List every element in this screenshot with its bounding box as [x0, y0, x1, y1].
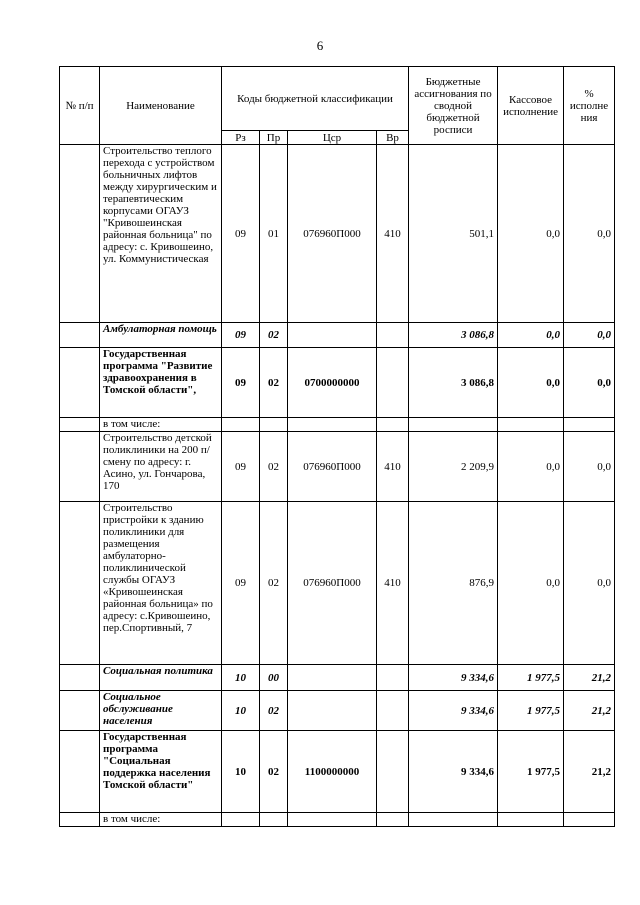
row-rz: 09	[222, 502, 260, 665]
row-pr: 02	[260, 348, 288, 418]
header-csr: Цср	[288, 131, 377, 145]
row-vr	[377, 731, 409, 813]
header-vr: Вр	[377, 131, 409, 145]
row-rz: 09	[222, 432, 260, 502]
row-csr: 076960П000	[288, 502, 377, 665]
row-assigned: 3 086,8	[409, 323, 498, 348]
table-row	[60, 418, 615, 432]
row-percent: 0,0	[564, 432, 615, 502]
row-vr	[377, 813, 409, 827]
row-vr	[377, 691, 409, 731]
row-assigned	[409, 418, 498, 432]
table-row	[60, 691, 615, 731]
row-cash	[498, 418, 564, 432]
row-cash: 0,0	[498, 145, 564, 323]
row-rz: 09	[222, 323, 260, 348]
row-csr	[288, 323, 377, 348]
row-name: Государственная программа "Социальная поддержка населения Томской области"	[100, 731, 222, 813]
row-csr: 0700000000	[288, 348, 377, 418]
table-row	[60, 323, 615, 348]
row-name: Строительство теплого перехода с устройством больничных лифтов между хирургическим и терапевтическим корпусами ОГАУЗ "Кривошеинская районная больница" по адресу: с. Кривошеино, ул. Коммунистическая	[100, 145, 222, 323]
row-vr	[377, 348, 409, 418]
row-num	[60, 145, 100, 323]
row-vr: 410	[377, 145, 409, 323]
row-csr: 076960П000	[288, 145, 377, 323]
row-rz: 10	[222, 665, 260, 691]
row-num	[60, 813, 100, 827]
row-percent: 21,2	[564, 691, 615, 731]
table-row	[60, 813, 615, 827]
row-vr: 410	[377, 432, 409, 502]
header-rz: Рз	[222, 131, 260, 145]
row-cash: 1 977,5	[498, 731, 564, 813]
row-percent: 21,2	[564, 731, 615, 813]
row-num	[60, 348, 100, 418]
row-cash: 0,0	[498, 348, 564, 418]
row-assigned: 2 209,9	[409, 432, 498, 502]
row-assigned: 9 334,6	[409, 691, 498, 731]
row-percent	[564, 418, 615, 432]
table-row	[60, 432, 615, 502]
row-pr: 02	[260, 432, 288, 502]
header-row	[60, 67, 615, 131]
header-num: № п/п	[60, 67, 100, 145]
header-cash: Кассовое исполнение	[498, 67, 564, 145]
row-name: Строительство пристройки к зданию поликлиники для размещения амбулаторно-поликлинической службы ОГАУЗ «Кривошеинская районная больница» по адресу: с.Кривошеино, пер.Спортивный, 7	[100, 502, 222, 665]
row-assigned: 9 334,6	[409, 731, 498, 813]
row-rz: 09	[222, 145, 260, 323]
row-csr	[288, 691, 377, 731]
row-percent: 21,2	[564, 665, 615, 691]
table-row	[60, 348, 615, 418]
table-row	[60, 665, 615, 691]
row-csr: 076960П000	[288, 432, 377, 502]
row-cash	[498, 813, 564, 827]
row-num	[60, 665, 100, 691]
row-name: в том числе:	[100, 418, 222, 432]
row-csr	[288, 813, 377, 827]
row-vr	[377, 418, 409, 432]
row-assigned	[409, 813, 498, 827]
row-csr: 1100000000	[288, 731, 377, 813]
row-rz: 10	[222, 691, 260, 731]
row-percent: 0,0	[564, 145, 615, 323]
row-cash: 0,0	[498, 502, 564, 665]
row-num	[60, 418, 100, 432]
row-vr: 410	[377, 502, 409, 665]
row-assigned: 3 086,8	[409, 348, 498, 418]
row-pr	[260, 418, 288, 432]
row-assigned: 501,1	[409, 145, 498, 323]
row-vr	[377, 665, 409, 691]
row-pr: 02	[260, 731, 288, 813]
row-num	[60, 323, 100, 348]
row-rz: 09	[222, 348, 260, 418]
row-name: Социальное обслуживание населения	[100, 691, 222, 731]
row-vr	[377, 323, 409, 348]
row-num	[60, 432, 100, 502]
row-rz: 10	[222, 731, 260, 813]
row-num	[60, 691, 100, 731]
row-name: Амбулаторная помощь	[100, 323, 222, 348]
row-percent: 0,0	[564, 348, 615, 418]
table-row	[60, 502, 615, 665]
row-num	[60, 502, 100, 665]
row-pr: 00	[260, 665, 288, 691]
row-rz	[222, 418, 260, 432]
row-percent: 0,0	[564, 502, 615, 665]
row-cash: 0,0	[498, 323, 564, 348]
row-name: Социальная политика	[100, 665, 222, 691]
header-assigned: Бюджетные ассигнования по сводной бюджетной росписи	[409, 67, 498, 145]
header-percent: % исполне ния	[564, 67, 615, 145]
row-assigned: 9 334,6	[409, 665, 498, 691]
row-name: Строительство детской поликлиники на 200 п/смену по адресу: г. Асино, ул. Гончарова, 170	[100, 432, 222, 502]
row-csr	[288, 418, 377, 432]
table-row	[60, 731, 615, 813]
row-pr: 02	[260, 323, 288, 348]
row-rz	[222, 813, 260, 827]
row-name: в том числе:	[100, 813, 222, 827]
row-csr	[288, 665, 377, 691]
header-pr: Пр	[260, 131, 288, 145]
table-row	[60, 145, 615, 323]
row-pr: 01	[260, 145, 288, 323]
header-codes: Коды бюджетной классификации	[222, 67, 409, 131]
budget-table	[59, 66, 615, 827]
row-pr	[260, 813, 288, 827]
row-assigned: 876,9	[409, 502, 498, 665]
header-name: Наименование	[100, 67, 222, 145]
row-name: Государственная программа "Развитие здравоохранения в Томской области",	[100, 348, 222, 418]
row-pr: 02	[260, 691, 288, 731]
row-percent: 0,0	[564, 323, 615, 348]
row-cash: 1 977,5	[498, 691, 564, 731]
row-percent	[564, 813, 615, 827]
page-number: 6	[316, 38, 324, 53]
row-cash: 1 977,5	[498, 665, 564, 691]
row-num	[60, 731, 100, 813]
row-cash: 0,0	[498, 432, 564, 502]
row-pr: 02	[260, 502, 288, 665]
